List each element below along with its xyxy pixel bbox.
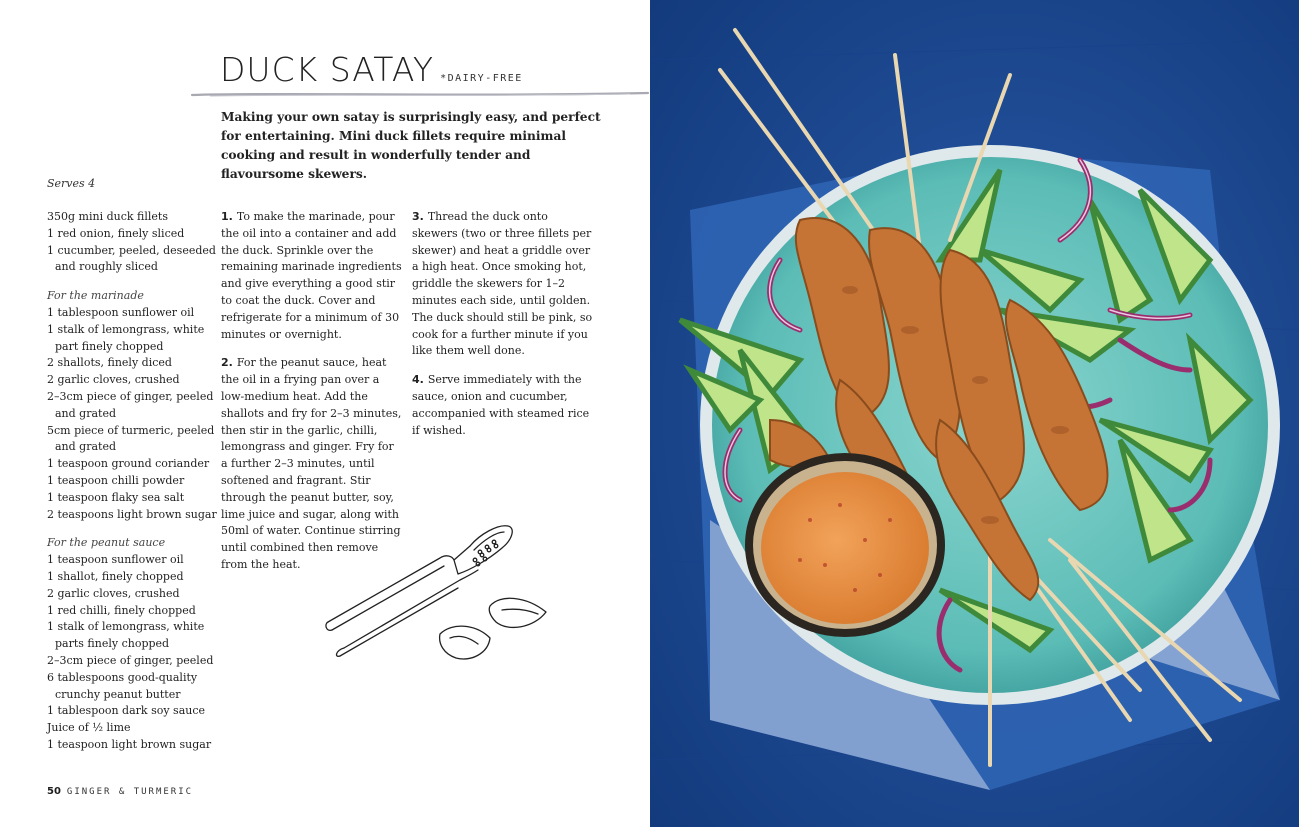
ingredient-item: 2 garlic cloves, crushed: [47, 586, 180, 600]
serves-label: Serves 4: [47, 177, 96, 190]
step-text: Serve immediately with the sauce, onion and cucumber, accompanied with steamed rice if wished.: [412, 373, 590, 437]
marinade-heading: For the marinade: [47, 289, 144, 303]
title-block: [220, 50, 523, 89]
food-photo-illustration: [650, 0, 1299, 827]
dietary-tag: *DAIRY-FREE: [440, 73, 523, 84]
peanut-sauce-heading: For the peanut sauce: [47, 536, 166, 550]
ingredient-item: 1 teaspoon sunflower oil: [47, 553, 184, 567]
step-number: 3.: [412, 210, 424, 223]
ingredient-item: 6 tablespoons good-quality crunchy peanut butter: [47, 670, 198, 701]
book-title: GINGER & TURMERIC: [66, 787, 194, 797]
ingredient-item: 1 cucumber, peeled, deseeded and roughly sliced: [47, 243, 216, 274]
method-step: [221, 209, 403, 343]
ingredient-item: 1 red chilli, finely chopped: [47, 603, 196, 617]
ingredient-item: Juice of ½ lime: [47, 721, 131, 735]
step-number: 1.: [221, 210, 233, 223]
method-step: [412, 372, 594, 439]
brush-stroke-divider: [190, 88, 650, 100]
step-text: Thread the duck onto skewers (two or three fillets per skewer) and heat a griddle over a high heat. Once smoking hot, griddle the skewers for 1–2 minutes each side, until golden. The duck should still be pink, so cook for a further minute if you like them well done.: [412, 210, 593, 358]
duck-satay-photo: [650, 0, 1299, 827]
ingredient-item: 1 teaspoon ground coriander: [47, 457, 210, 471]
ingredient-item: 1 shallot, finely chopped: [47, 569, 184, 583]
step-text: For the peanut sauce, heat the oil in a frying pan over a low-medium heat. Add the shallots and fry for 2–3 minutes, then stir in the garlic, chilli, lemongrass and ginger. Fry for a further 2–3 minutes, until softened and fragrant. Stir through the peanut butter, soy, lime juice and sugar, along with 50ml of water. Continue stirring until combined then remove from the heat.: [221, 356, 402, 571]
recipe-title: DUCK SATAY: [220, 50, 435, 89]
ingredient-item: 2 teaspoons light brown sugar: [47, 507, 217, 521]
page-footer: [47, 786, 193, 797]
ingredient-item: 2 garlic cloves, crushed: [47, 373, 180, 387]
ingredient-item: 1 teaspoon light brown sugar: [47, 737, 212, 751]
ingredient-item: 1 teaspoon flaky sea salt: [47, 490, 185, 504]
ingredient-item: 1 tablespoon dark soy sauce: [47, 704, 206, 718]
ingredient-item: 1 tablespoon sunflower oil: [47, 305, 195, 319]
garlic-press-illustration: [320, 510, 560, 670]
ingredient-item: 1 teaspoon chilli powder: [47, 473, 185, 487]
ingredient-item: 1 stalk of lemongrass, white parts finely chopped: [47, 620, 205, 651]
ingredient-item: 350g mini duck fillets: [47, 210, 168, 223]
ingredient-item: 2–3cm piece of ginger, peeled and grated: [47, 389, 214, 420]
method-column-2: [412, 209, 594, 451]
ingredient-item: 2–3cm piece of ginger, peeled: [47, 653, 214, 667]
ingredient-item: 1 red onion, finely sliced: [47, 226, 185, 240]
ingredient-item: 1 stalk of lemongrass, white part finely chopped: [47, 322, 205, 353]
ingredient-item: 5cm piece of turmeric, peeled and grated: [47, 423, 215, 454]
page-number: 50: [47, 786, 61, 797]
step-number: 4.: [412, 373, 424, 387]
ingredients-column: [47, 209, 217, 754]
step-text: To make the marinade, pour the oil into a container and add the duck. Sprinkle over the remaining marinade ingredients and give everything a good stir to coat the duck. Cover and refrigerate for a minimum of 30 minutes or overnight.: [221, 210, 402, 341]
recipe-intro: Making your own satay is surprisingly easy, and perfect for entertaining. Mini duck fillets require minimal cooking and result in wonderfully tender and flavoursome skewers.: [221, 110, 601, 181]
method-step: [412, 209, 594, 360]
ingredient-item: 2 shallots, finely diced: [47, 356, 172, 370]
step-number: 2.: [221, 356, 233, 370]
